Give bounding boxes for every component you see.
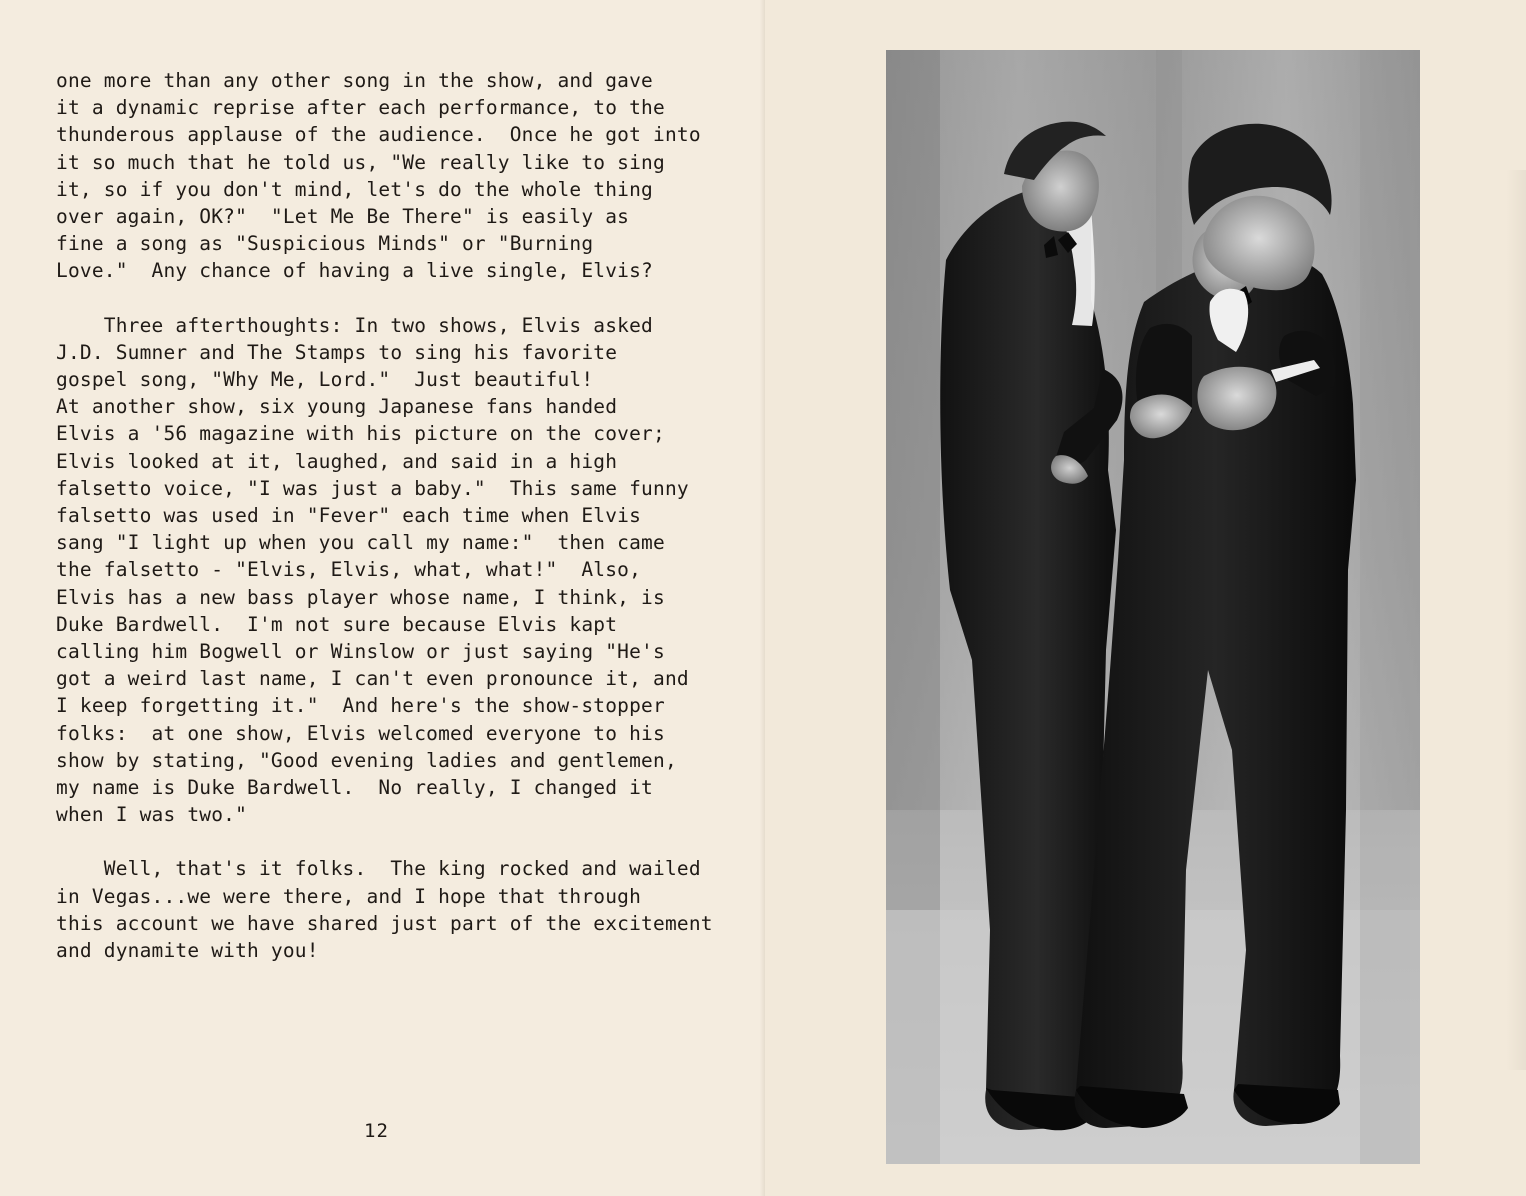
text-line: when I was two."	[56, 803, 248, 827]
paragraph-gap	[56, 285, 726, 312]
text-line: the falsetto - "Elvis, Elvis, what, what!" Also,	[56, 558, 642, 582]
article-text	[56, 67, 726, 964]
text-line: folks: at one show, Elvis welcomed everyone to his	[56, 721, 665, 745]
text-line: it so much that he told us, "We really like to sing	[56, 150, 665, 174]
text-line: got a weird last name, I can't even pronounce it, and	[56, 667, 689, 691]
paragraph-2	[56, 312, 726, 829]
text-line: Well, that's it folks. The king rocked and wailed	[56, 857, 701, 881]
text-line: in Vegas...we were there, and I hope that through	[56, 884, 642, 908]
text-line: gospel song, "Why Me, Lord." Just beautiful!	[56, 368, 594, 392]
text-line: I keep forgetting it." And here's the show-stopper	[56, 694, 665, 718]
text-line: fine a song as "Suspicious Minds" or "Burning	[56, 232, 594, 256]
paragraph-1	[56, 67, 726, 285]
text-line: this account we have shared just part of the excitement	[56, 911, 713, 935]
text-line: show by stating, "Good evening ladies and gentlemen,	[56, 748, 677, 772]
text-line: one more than any other song in the show, and gave	[56, 69, 653, 92]
photo-two-performers-in-tuxedos-icon	[886, 50, 1420, 1164]
text-line: Elvis looked at it, laughed, and said in a high	[56, 449, 618, 473]
text-line: At another show, six young Japanese fans handed	[56, 395, 618, 419]
page-number: 12	[364, 1120, 389, 1142]
text-line: and dynamite with you!	[56, 939, 319, 962]
text-line: it, so if you don't mind, let's do the whole thing	[56, 177, 653, 201]
text-line: it a dynamic reprise after each performance, to the	[56, 96, 665, 120]
page-bleed-through	[1506, 170, 1526, 1070]
performance-photo	[886, 50, 1420, 1164]
text-line: thunderous applause of the audience. Once he got into	[56, 123, 701, 147]
paragraph-3	[56, 855, 726, 964]
paragraph-gap	[56, 828, 726, 855]
text-line: J.D. Sumner and The Stamps to sing his favorite	[56, 340, 618, 364]
text-line: calling him Bogwell or Winslow or just saying "He's	[56, 639, 665, 663]
text-line: Elvis a '56 magazine with his picture on the cover;	[56, 422, 665, 446]
text-line: Duke Bardwell. I'm not sure because Elvis kapt	[56, 612, 618, 636]
text-line: sang "I light up when you call my name:" then came	[56, 531, 665, 555]
text-line: falsetto voice, "I was just a baby." This same funny	[56, 476, 689, 500]
text-line: my name is Duke Bardwell. No really, I changed it	[56, 775, 653, 799]
text-line: Elvis has a new bass player whose name, I think, is	[56, 585, 665, 609]
text-line: Love." Any chance of having a live single, Elvis?	[56, 259, 653, 283]
text-line: Three afterthoughts: In two shows, Elvis asked	[56, 313, 653, 337]
text-line: falsetto was used in "Fever" each time when Elvis	[56, 504, 642, 527]
text-line: over again, OK?" "Let Me Be There" is easily as	[56, 204, 630, 228]
